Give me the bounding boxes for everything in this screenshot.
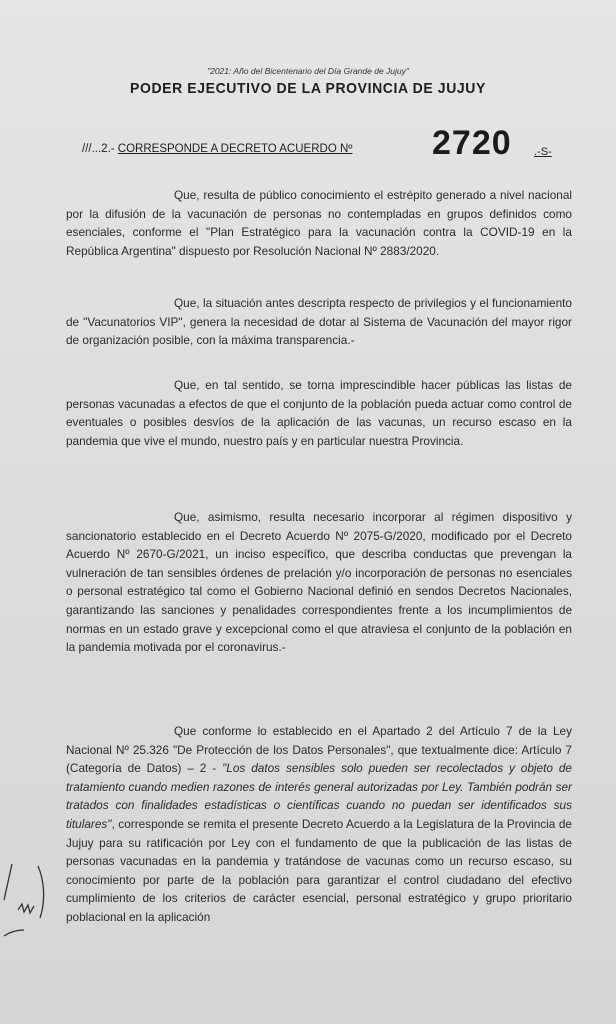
handwritten-mark-icon xyxy=(0,860,60,960)
paragraph-5 xyxy=(66,722,572,927)
decree-reference xyxy=(82,143,352,155)
decree-reference-text: CORRESPONDE A DECRETO ACUERDO Nº xyxy=(117,143,353,155)
paragraph-text: Que, resulta de público conocimiento el estrépito generado a nivel nacional por la difusión de la vacunación de personas no contempladas en grupos definidos como esenciales, conforme el "Plan Estratégico para la vacunación contra la COVID-19 en la República Argentina" dispuesto por Resolución Nacional Nº 2883/2020. xyxy=(66,188,572,258)
paragraph-text: Que, asimismo, resulta necesario incorporar al régimen dispositivo y sancionatorio establecido en el Decreto Acuerdo Nº 2075-G/2020, modificado por el Decreto Acuerdo Nº 2670-G/2021, un inciso específico, que describa conductas que prevengan la vulneración de tan sensibles órdenes de prelación y/o incorporación de personas no esenciales o personal estratégico tal como el Gobierno Nacional definió en sendos Decretos Nacionales, garantizando las sanciones y penalidades correspondientes frente a los incumplimientos de normas en un estado grave y excepcional como el que atraviesa el conjunto de la población en la pandemia motivada por el coronavirus.- xyxy=(66,510,572,655)
paragraph-tail: , corresponde se remita el presente Decreto Acuerdo a la Legislatura de la Provincia de Jujuy para su ratificación por Ley con el fundamento de que la publicación de las listas de personas vacunadas en la pandemia y tratándose de vacunas como un recurso escaso, su conocimiento por parte de la población para garantizar el control ciudadano del efectivo cumplimiento de los criterios de carácter esencial, personal estratégico y grupo prioritario poblacional en la aplicación xyxy=(66,816,572,924)
decree-number-suffix: .-S- xyxy=(534,146,552,158)
paragraph-text: Que, la situación antes descripta respecto de privilegios y el funcionamiento de "Vacunatorios VIP", genera la necesidad de dotar al Sistema de Vacunación del mayor rigor de organización posible, con la máxima transparencia.- xyxy=(66,296,572,348)
paragraph-text xyxy=(66,722,572,927)
year-motto: "2021: Año del Bicentenario del Día Grande de Jujuy" xyxy=(207,66,409,76)
law-quote: "Los datos sensibles solo pueden ser recolectados y objeto de tratamiento cuando medien razones de interés general autorizadas por Ley. También podrán ser tratados con finalidades estadísticas o científicas cuando no puedan ser identificados sus titulares" xyxy=(66,761,572,831)
page-sequence: ///...2.- xyxy=(82,143,118,155)
paragraph-3 xyxy=(66,376,572,450)
paragraph-2 xyxy=(66,294,572,350)
paragraph-lead: Que conforme lo establecido en el Apartado 2 del Artículo 7 de la Ley Nacional Nº 25.326 "De Protección de los Datos Personales", que textualmente dice: Artículo 7 (Categoría de Datos) – 2 - xyxy=(66,724,572,776)
issuing-office: PODER EJECUTIVO DE LA PROVINCIA DE JUJUY xyxy=(130,79,486,97)
paragraph-1 xyxy=(66,186,572,260)
decree-number: 2720 xyxy=(432,124,512,162)
paragraph-text: Que, en tal sentido, se torna imprescindible hacer públicas las listas de personas vacunadas a efectos de que el conjunto de la población pueda actuar como control de eventuales o posibles desvíos de la aplicación de las vacunas, un recurso escaso en la pandemia que vive el mundo, nuestro país y en particular nuestra Provincia. xyxy=(66,378,572,448)
paragraph-4 xyxy=(66,508,572,657)
